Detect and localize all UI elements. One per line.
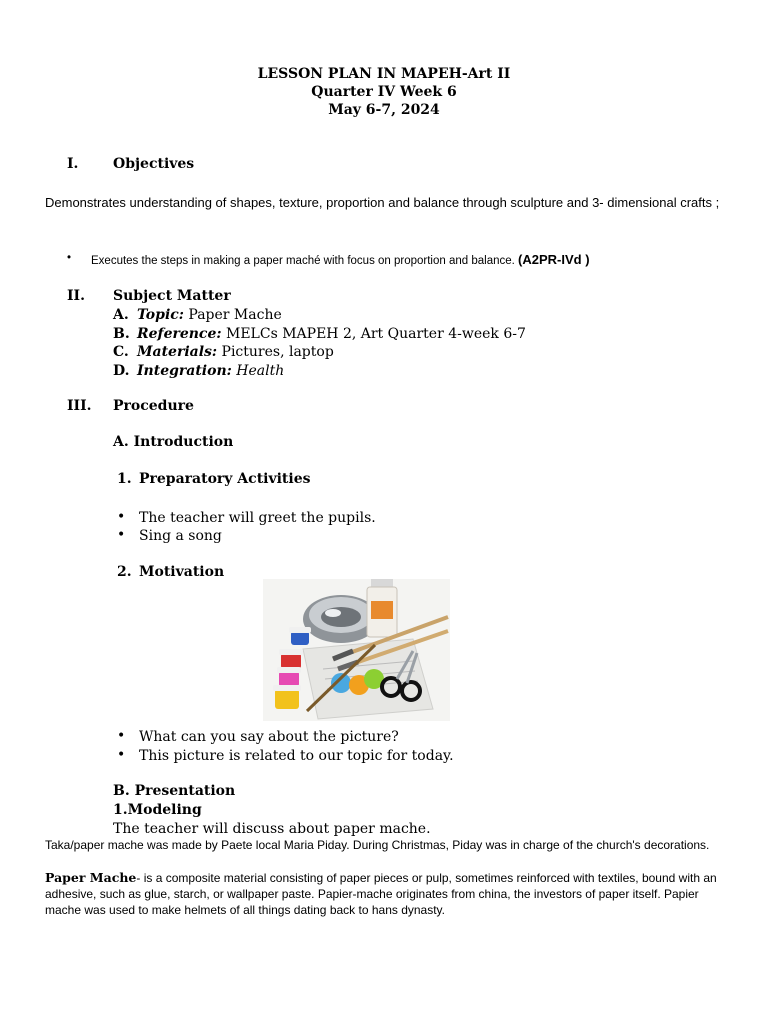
bullet-glyph: •: [67, 252, 72, 264]
prep-bullet-2: Sing a song: [139, 528, 222, 544]
subject-item-materials: C. Materials: Pictures, laptop: [113, 344, 334, 360]
bullet-glyph: •: [117, 728, 126, 744]
title-line-1: LESSON PLAN IN MAPEH-Art II: [257, 66, 511, 82]
objectives-bullet-text: Executes the steps in making a paper maché with focus on proportion and balance.: [91, 255, 515, 267]
subject-matter-number: II.: [67, 288, 85, 304]
motivation-bullet-1: What can you say about the picture?: [139, 729, 399, 745]
presentation-heading: B. Presentation: [113, 783, 236, 799]
procedure-heading: Procedure: [113, 398, 194, 414]
introduction-heading: A. Introduction: [113, 434, 234, 450]
objectives-code: (A2PR-IVd ): [518, 252, 590, 267]
modeling-heading: 1.Modeling: [113, 802, 202, 818]
objectives-text: Demonstrates understanding of shapes, texture, proportion and balance through sculpture and 3- dimensional crafts ;: [45, 195, 720, 210]
art-supplies-picture: [263, 579, 450, 721]
title-line-2: Quarter IV Week 6: [311, 84, 457, 100]
objectives-heading: Objectives: [113, 156, 195, 172]
preparatory-heading: Preparatory Activities: [139, 471, 311, 487]
motivation-number: 2.: [117, 564, 132, 580]
motivation-bullet-2: This picture is related to our topic for today.: [139, 748, 454, 764]
paper-mache-term: Paper Mache: [45, 870, 137, 885]
title-line-3: May 6-7, 2024: [328, 102, 440, 118]
objectives-bullet: [91, 252, 751, 267]
modeling-text: The teacher will discuss about paper mache.: [113, 821, 431, 837]
subject-matter-heading: Subject Matter: [113, 288, 231, 304]
paragraph-history: Taka/paper mache was made by Paete local Maria Piday. During Christmas, Piday was in charge of the church's decorations.: [45, 838, 710, 852]
procedure-number: III.: [67, 398, 92, 414]
subject-item-reference: B. Reference: MELCs MAPEH 2, Art Quarter 4-week 6-7: [113, 326, 526, 342]
preparatory-number: 1.: [117, 471, 132, 487]
objectives-number: I.: [67, 156, 79, 172]
bullet-glyph: •: [117, 747, 126, 763]
paragraph-definition: [45, 870, 735, 918]
bullet-glyph: •: [117, 527, 126, 543]
bullet-glyph: •: [117, 509, 126, 525]
paper-mache-definition: - is a composite material consisting of paper pieces or pulp, sometimes reinforced with textiles, bound with an adhesive, such as glue, starch, or wallpaper paste. Papier-mache originates from china, the investors of paper itself. Papier mache was used to make helmets of all things dating back to hans dynasty.: [45, 871, 717, 917]
prep-bullet-1: The teacher will greet the pupils.: [139, 510, 376, 526]
subject-item-topic: A. Topic: Paper Mache: [113, 307, 282, 323]
motivation-heading: Motivation: [139, 564, 225, 580]
subject-item-integration: D. Integration: Health: [113, 363, 285, 379]
